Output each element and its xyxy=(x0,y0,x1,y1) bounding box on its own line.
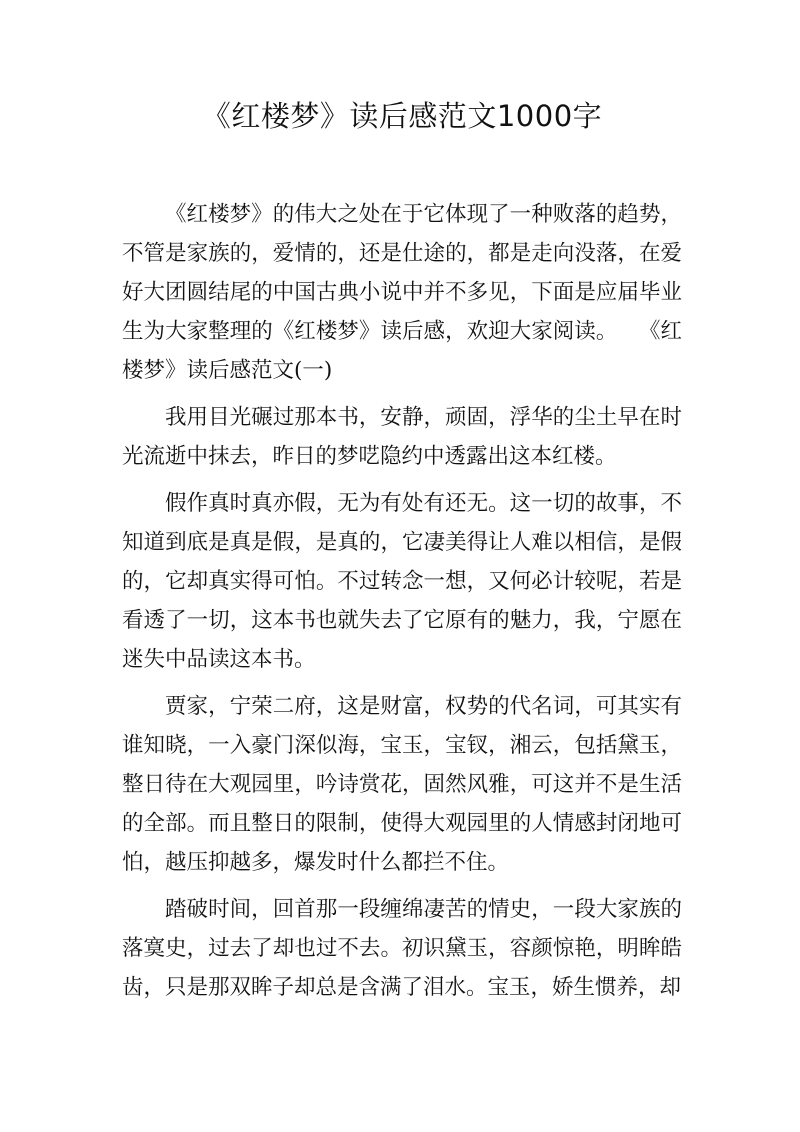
paragraph: 踏破时间，回首那一段缠绵凄苦的情史，一段大家族的落寞史，过去了却也过不去。初识黛玉，容颜惊艳，明眸皓齿，只是那双眸子却总是含满了泪水。宝玉，娇生惯养，却 xyxy=(122,897,682,1000)
document-body xyxy=(122,195,682,1007)
paragraph: 《红楼梦》的伟大之处在于它体现了一种败落的趋势，不管是家族的，爱情的，还是仕途的，都是走向没落，在爱好大团圆结尾的中国古典小说中并不多见，下面是应届毕业生为大家整理的《红楼梦》读后感，欢迎大家阅读。 《红楼梦》读后感范文(一) xyxy=(122,202,682,383)
paragraph: 贾家，宁荣二府，这是财富，权势的代名词，可其实有谁知晓，一入豪门深似海，宝玉，宝钗，湘云，包括黛玉，整日待在大观园里，吟诗赏花，固然风雅，可这并不是生活的全部。而且整日的限制，使得大观园里的人情感封闭地可怕，越压抑越多，爆发时什么都拦不住。 xyxy=(122,694,682,875)
document-title: 《红楼梦》读后感范文1000字 xyxy=(201,99,603,133)
paragraph: 我用目光碾过那本书，安静，顽固，浮华的尘土早在时光流逝中抹去，昨日的梦呓隐约中透露出这本红楼。 xyxy=(122,405,682,469)
paragraph: 假作真时真亦假，无为有处有还无。这一切的故事，不知道到底是真是假，是真的，它凄美得让人难以相信，是假的，它却真实得可怕。不过转念一想，又何必计较呢，若是看透了一切，这本书也就失去了它原有的魅力，我，宁愿在迷失中品读这本书。 xyxy=(122,491,682,672)
